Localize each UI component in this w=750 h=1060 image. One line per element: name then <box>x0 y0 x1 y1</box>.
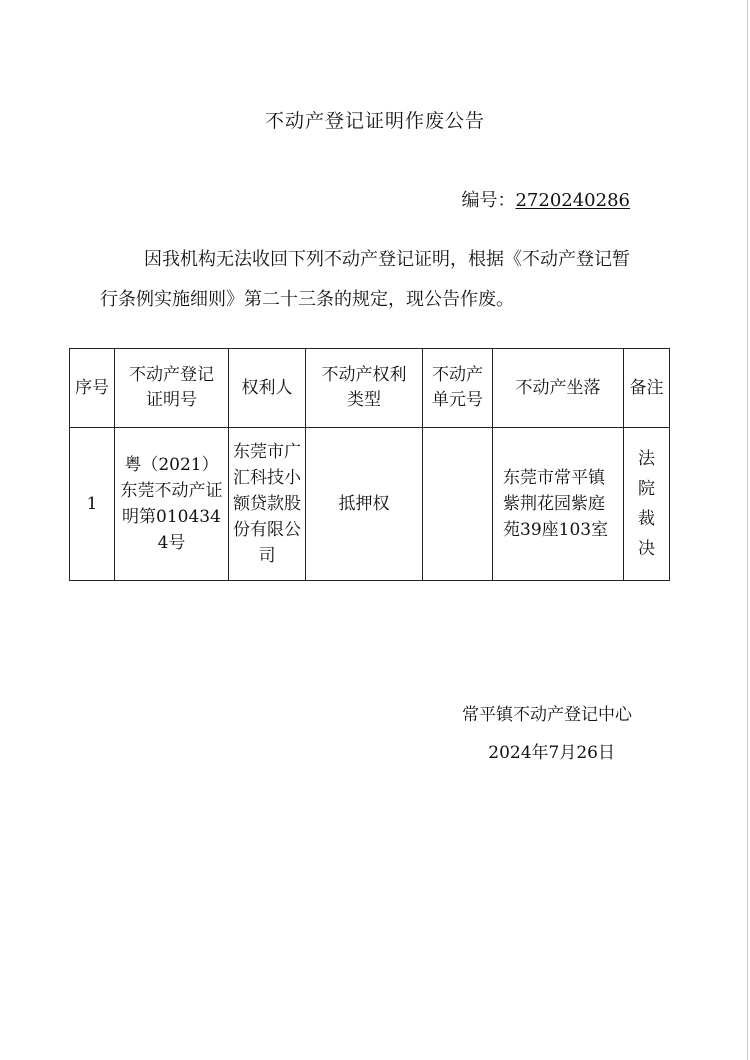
header-location: 不动产坐落 <box>493 349 624 428</box>
scan-edge-line <box>747 0 748 1060</box>
header-unit-no: 不动产单元号 <box>423 349 493 428</box>
document-number-value: 2720240286 <box>515 190 630 211</box>
header-right-type: 不动产权利类型 <box>306 349 423 428</box>
cell-holder: 东莞市广汇科技小额贷款股份有限公司 <box>229 428 306 581</box>
cell-right-type: 抵押权 <box>306 428 423 581</box>
issuer-name: 常平镇不动产登记中心 <box>462 705 632 725</box>
cell-remark: 法院裁决 <box>624 428 670 581</box>
header-cert-no: 不动产登记证明号 <box>115 349 229 428</box>
document-number <box>461 186 630 212</box>
cell-seq: 1 <box>70 428 115 581</box>
issue-date: 2024年7月26日 <box>488 743 615 763</box>
document-number-label: 编号： <box>461 190 516 211</box>
cell-cert-no: 粤（2021）东莞不动产证明第0104344号 <box>115 428 229 581</box>
certificate-table <box>69 348 670 581</box>
table-header-row <box>70 349 670 428</box>
header-seq: 序号 <box>70 349 115 428</box>
cell-location: 东莞市常平镇紫荆花园紫庭苑39座103室 <box>493 428 624 581</box>
document-title: 不动产登记证明作废公告 <box>264 110 485 132</box>
table-row <box>70 428 670 581</box>
announcement-paragraph: 因我机构无法收回下列不动产登记证明，根据《不动产登记暂行条例实施细则》第二十三条的规定，现公告作废。 <box>100 249 630 310</box>
header-holder: 权利人 <box>229 349 306 428</box>
header-remark: 备注 <box>624 349 670 428</box>
cell-unit-no <box>423 428 493 581</box>
